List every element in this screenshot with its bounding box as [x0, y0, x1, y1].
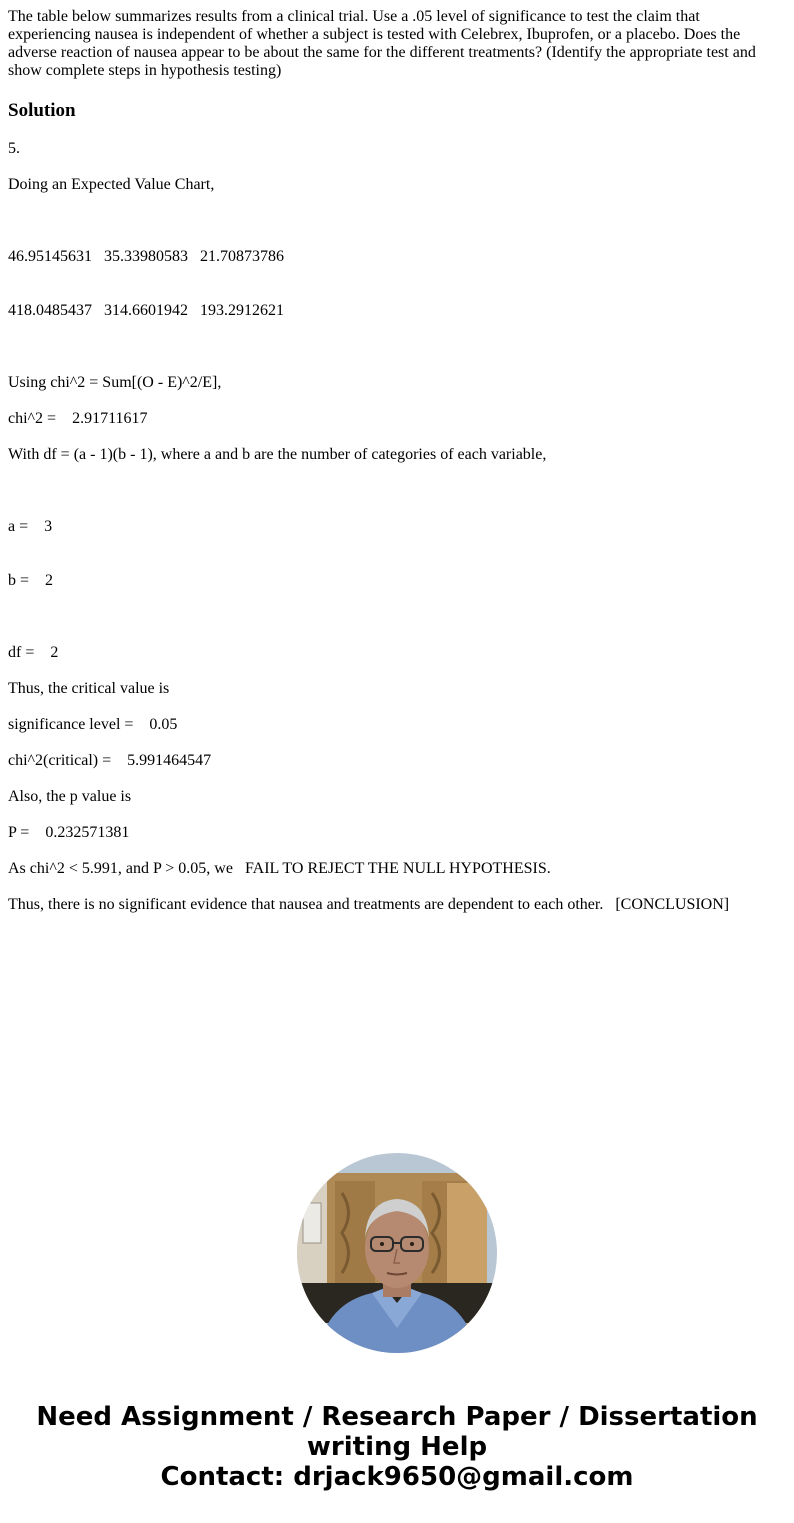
- banner-line: writing Help: [306, 1432, 488, 1462]
- expected-value-chart: [8, 212, 778, 356]
- banner-line: Need Assignment / Research Paper / Dissertation: [36, 1402, 758, 1432]
- expected-row: 418.0485437 314.6601942 193.2912621: [8, 302, 284, 319]
- author-avatar: [297, 1153, 497, 1353]
- solution-document: [8, 8, 778, 932]
- chi2-value: chi^2 = 2.91711617: [8, 410, 148, 427]
- critical-value: chi^2(critical) = 5.991464547: [8, 752, 212, 769]
- b-value: b = 2: [8, 572, 54, 589]
- p-value: P = 0.232571381: [8, 824, 130, 841]
- a-value: a = 3: [8, 518, 53, 535]
- expected-intro: Doing an Expected Value Chart,: [8, 176, 215, 193]
- df-value: df = 2: [8, 644, 59, 661]
- question-text: The table below summarizes results from a clinical trial. Use a .05 level of significance to test the claim that experiencing nausea is independent of whether a subject is tested with Celebrex, Ibuprofen, or a placebo. Does the adverse reaction of nausea appear to be about the same for the different treatments? (Identify the appropriate test and show complete steps in hypothesis testing): [8, 8, 760, 79]
- significance-level: significance level = 0.05: [8, 716, 178, 733]
- contact-email: Contact: drjack9650@gmail.com: [160, 1462, 634, 1492]
- problem-number: 5.: [8, 140, 20, 157]
- expected-row: 46.95145631 35.33980583 21.70873786: [8, 248, 284, 265]
- contact-banner: [0, 1402, 794, 1492]
- decision-text: As chi^2 < 5.991, and P > 0.05, we FAIL TO REJECT THE NULL HYPOTHESIS.: [8, 860, 551, 877]
- critical-intro: Thus, the critical value is: [8, 680, 170, 697]
- solution-heading: Solution: [8, 100, 76, 121]
- df-intro: With df = (a - 1)(b - 1), where a and b are the number of categories of each variable,: [8, 446, 547, 463]
- conclusion-text: Thus, there is no significant evidence that nausea and treatments are dependent to each other. [CONCLUSION]: [8, 896, 730, 913]
- category-counts: [8, 482, 778, 626]
- p-intro: Also, the p value is: [8, 788, 132, 805]
- formula-line: Using chi^2 = Sum[(O - E)^2/E],: [8, 374, 222, 391]
